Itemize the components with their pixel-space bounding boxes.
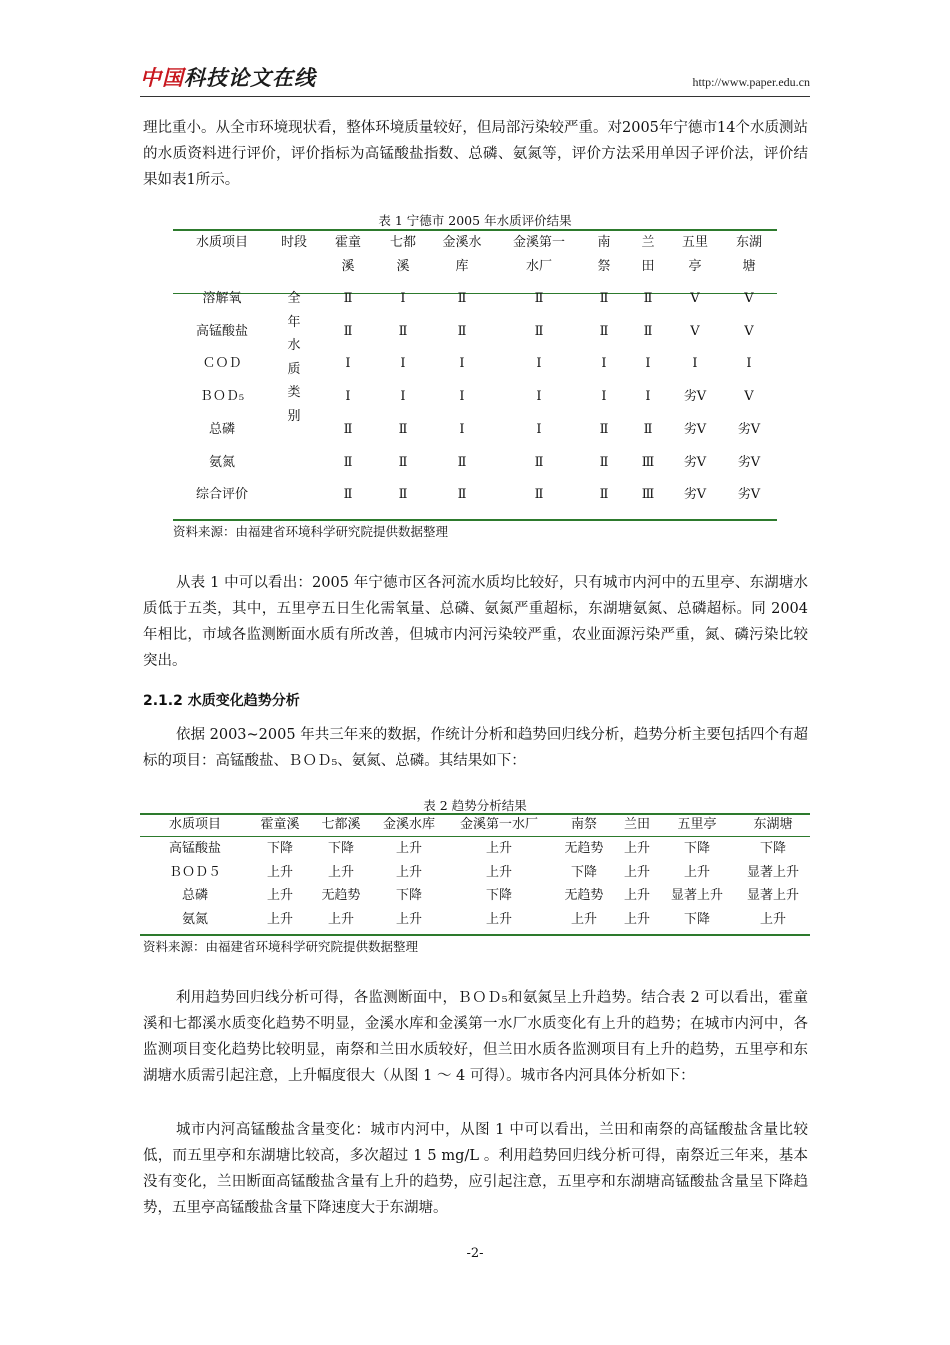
logo-part1: 中国: [140, 66, 184, 90]
table2-cell: 上升: [395, 841, 422, 856]
table2-cell: 上升: [623, 864, 650, 880]
table2-cell: 上升: [266, 864, 293, 880]
table2-header-cell: 霍童溪: [260, 817, 300, 832]
table1-cell: Ⅰ: [692, 356, 698, 372]
table1-cell: Ⅱ: [457, 291, 467, 306]
table1-header-cell: 亭: [688, 259, 702, 274]
table1-cell: Ⅱ: [534, 487, 544, 503]
table1-cell: Ⅰ: [400, 356, 406, 372]
table1-row-label: 氨氮: [208, 454, 235, 470]
table1-cell: Ⅰ: [746, 356, 752, 372]
table2-cell: 显著上升: [746, 888, 799, 903]
table1-cell: Ⅱ: [599, 454, 609, 470]
table1-cell: Ⅰ: [345, 389, 351, 405]
table1-cell: Ⅰ: [345, 356, 351, 372]
table1-header-cell: 霍童: [334, 235, 361, 250]
table1-cell: Ⅱ: [398, 323, 408, 339]
table2-cell: 上升: [623, 888, 650, 903]
table1-cell: 劣Ⅴ: [683, 487, 707, 503]
table1-cell: Ⅱ: [643, 323, 653, 339]
paragraph-4: 利用趋势回归线分析可得，各监测断面中，ＢＯＤ₅和氨氮呈上升趋势。结合表 2 可以看出，霍童溪和七都溪水质变化趋势不明显，金溪水库和金溪第一水厂水质变化有上升的趋势；在城市内河中，各监测项目变化趋势比较明显，南祭和兰田水质较好，但兰田水质各监测项目有上升的趋势，五里亭和东湖塘水质需引起注意，上升幅度很大（从图 1 ～ 4 可得）。城市各内河具体分析如下：: [143, 990, 808, 1084]
table2-row-label: ＢＯＤ５: [168, 864, 221, 880]
table2-cell: 无趋势: [564, 888, 604, 903]
table2-cell: 下降: [266, 841, 293, 856]
table2-header-cell: 水质项目: [168, 817, 221, 832]
table1-cell: Ⅴ: [690, 323, 700, 339]
table1-header-cell: 时段: [280, 235, 307, 250]
table2-header-cell: 兰田: [623, 817, 650, 832]
table1-cell: 劣Ⅴ: [737, 421, 761, 437]
table1-cell: Ⅱ: [643, 421, 653, 437]
table2-cell: 下降: [327, 841, 354, 856]
table2-header-cell: 金溪第一水厂: [459, 817, 538, 832]
table1-cell: Ⅱ: [599, 421, 609, 437]
table1-row-label: 综合评价: [195, 487, 248, 503]
table1-header-cell: 水质项目: [195, 235, 248, 250]
table1-cell: Ⅰ: [400, 291, 406, 306]
table2-cell: 上升: [266, 911, 293, 927]
table2-header-cell: 金溪水库: [382, 817, 435, 832]
paragraph-5: 城市内河高锰酸盐含量变化：城市内河中，从图 1 中可以看出，兰田和南祭的高锰酸盐含量比较低，而五里亭和东湖塘比较高，多次超过 1 5 mg/L 。利用趋势回归线分析可得，南祭近三年来，基本没有变化，兰田断面高锰酸盐含量有上升的趋势，应引起注意，五里亭和东湖塘高锰酸盐含量呈下降趋势，五里亭高锰酸盐含量下降速度大于东湖塘。: [143, 1122, 808, 1216]
table1-row-label: 总磷: [208, 421, 235, 437]
table1-row-label: ＢＯＤ₅: [199, 389, 245, 405]
table1-header-cell: 金溪第一: [512, 235, 565, 250]
header-divider: [140, 96, 810, 97]
table1-source: 资料来源：由福建省环境科学研究院提供数据整理: [173, 524, 449, 539]
site-logo[interactable]: [140, 62, 316, 92]
paragraph-1: 理比重小。从全市环境现状看，整体环境质量较好，但局部污染较严重。对2005年宁德市14个水质测站的水质资料进行评价，评价指标为高锰酸盐指数、总磷、氨氮等，评价方法采用单因子评价法，评价结果如表1所示。: [143, 120, 808, 188]
table1-header-cell: 东湖: [735, 235, 762, 250]
table1-cell: Ⅰ: [645, 356, 651, 372]
table2-cell: 上升: [485, 841, 512, 856]
table2-cell: 上升: [395, 911, 422, 927]
table1-caption: 表 1 宁德市 2005 年水质评价结果: [378, 213, 572, 228]
table1-cell: Ⅱ: [398, 421, 408, 437]
table2-cell: 无趋势: [564, 841, 604, 856]
table1-cell: Ⅱ: [343, 454, 353, 470]
table2-cell: 上升: [623, 841, 650, 856]
table2-cell: 上升: [683, 864, 710, 880]
table1-period-char: 别: [287, 408, 301, 424]
table1-row-label: ＣＯＤ: [202, 356, 242, 372]
logo-part2: 科技论文在线: [184, 66, 316, 90]
table2-cell: 上升: [623, 911, 650, 927]
table1-cell: Ⅴ: [744, 389, 754, 405]
table1-cell: Ⅰ: [459, 421, 465, 437]
table2-cell: 上升: [327, 911, 354, 927]
table1-cell: Ⅰ: [645, 389, 651, 405]
table1-cell: Ⅰ: [536, 356, 542, 372]
table1-period-char: 质: [287, 361, 301, 377]
table2-cell: 无趋势: [321, 888, 361, 903]
paragraph-3: 依据 2003~2005 年共三年来的数据，作统计分析和趋势回归线分析，趋势分析主要包括四个有超标的项目：高锰酸盐、ＢＯＤ₅、氨氮、总磷。其结果如下：: [143, 727, 808, 769]
table2-row-label: 氨氮: [181, 911, 208, 927]
table2-cell: 上升: [395, 864, 422, 880]
table1-cell: Ⅱ: [599, 291, 609, 306]
table1-period-char: 类: [287, 385, 301, 400]
table2-header-cell: 东湖塘: [753, 817, 793, 832]
table2-cell: 上升: [570, 911, 597, 927]
paragraph-2: 从表 1 中可以看出：2005 年宁德市区各河流水质均比较好，只有城市内河中的五里亭、东湖塘水质低于五类，其中，五里亭五日生化需氧量、总磷、氨氮严重超标，东湖塘氨氮、总磷超标。同 2004 年相比，市域各监测断面水质有所改善，但城市内河污染较严重，农业面源污染严重，氮、磷污染比较突出。: [143, 575, 808, 669]
table1-cell: Ⅰ: [536, 421, 542, 437]
table1-cell: Ⅰ: [400, 389, 406, 405]
table1-cell: Ⅰ: [459, 356, 465, 372]
table1-cell: Ⅱ: [343, 487, 353, 503]
table1-header-cell: 金溪水: [442, 235, 482, 250]
table1-cell: Ⅱ: [343, 323, 353, 339]
table1-cell: Ⅰ: [536, 389, 542, 405]
table2-row-label: 总磷: [181, 888, 208, 903]
table1-header-cell: 五里: [681, 235, 708, 250]
table2-cell: 上升: [266, 888, 293, 903]
table2-source: 资料来源：由福建省环境科学研究院提供数据整理: [143, 939, 419, 954]
table1-cell: Ⅱ: [457, 454, 467, 470]
table1-header-cell: 兰: [641, 235, 655, 250]
table2-cell: 下降: [759, 841, 786, 856]
table1-period-char: 全: [287, 291, 301, 306]
table2-header-cell: 南祭: [570, 817, 597, 832]
table2-cell: 下降: [485, 888, 512, 903]
table1-cell: Ⅴ: [744, 291, 754, 306]
table1-cell: Ⅰ: [459, 389, 465, 405]
table1-cell: Ⅱ: [398, 454, 408, 470]
table1-header-cell: 水厂: [525, 259, 552, 274]
table2-rule: [140, 934, 810, 936]
table2-cell: 上升: [485, 911, 512, 927]
table1-period-char: 水: [287, 338, 301, 353]
table1-cell: Ⅴ: [744, 323, 754, 339]
table2-cell: 上升: [485, 864, 512, 880]
table2-cell: 显著上升: [670, 888, 723, 903]
header-url[interactable]: http://www.paper.edu.cn: [692, 75, 810, 89]
table2-cell: 下降: [683, 841, 710, 856]
table1-cell: Ⅱ: [343, 291, 353, 306]
table1-cell: Ⅴ: [690, 291, 700, 306]
table1-header-cell: 七都: [389, 235, 416, 250]
table2-cell: 下降: [395, 888, 422, 903]
table1-cell: Ⅲ: [641, 454, 655, 470]
table2-header-cell: 七都溪: [321, 817, 361, 832]
table1-header-cell: 祭: [597, 259, 611, 274]
table2-row-label: 高锰酸盐: [168, 841, 221, 856]
table1-cell: Ⅰ: [601, 389, 607, 405]
table2-cell: 上升: [327, 864, 354, 880]
table2-cell: 下降: [683, 911, 710, 927]
table1-cell: Ⅱ: [398, 487, 408, 503]
table1-header-cell: 南: [597, 235, 611, 250]
table1-cell: Ⅱ: [343, 421, 353, 437]
table1-header-cell: 溪: [341, 259, 355, 274]
table1-row-label: 高锰酸盐: [195, 323, 248, 339]
table1-cell: 劣Ⅴ: [737, 454, 761, 470]
table2-header-cell: 五里亭: [677, 817, 717, 832]
table1-cell: Ⅱ: [599, 487, 609, 503]
table1-cell: Ⅱ: [599, 323, 609, 339]
table1-cell: Ⅱ: [457, 487, 467, 503]
table2-cell: 显著上升: [746, 864, 799, 880]
table1-header-cell: 库: [455, 259, 469, 274]
table1-cell: Ⅱ: [643, 291, 653, 306]
table1-cell: Ⅱ: [534, 323, 544, 339]
table1-header-cell: 溪: [396, 259, 410, 274]
table1-cell: Ⅱ: [457, 323, 467, 339]
table1-header-cell: 塘: [742, 259, 756, 274]
table1-rule: [173, 519, 777, 521]
table2-caption: 表 2 趋势分析结果: [423, 798, 527, 813]
section-heading: 2.1.2 水质变化趋势分析: [143, 693, 300, 709]
table1-header-cell: 田: [641, 259, 655, 274]
table1-cell: Ⅱ: [534, 454, 544, 470]
page-header: [140, 62, 810, 94]
table1-row-label: 溶解氧: [202, 291, 242, 306]
page-number: -2-: [466, 1246, 484, 1261]
table2-cell: 上升: [759, 911, 786, 927]
table1-cell: 劣Ⅴ: [737, 487, 761, 503]
table2-cell: 下降: [570, 864, 597, 880]
table1-cell: 劣Ⅴ: [683, 421, 707, 437]
table1-cell: 劣Ⅴ: [683, 454, 707, 470]
table1-period-char: 年: [287, 314, 301, 330]
table1-cell: Ⅲ: [641, 487, 655, 503]
table1-cell: Ⅱ: [534, 291, 544, 306]
table1-cell: 劣Ⅴ: [683, 389, 707, 405]
table1-cell: Ⅰ: [601, 356, 607, 372]
